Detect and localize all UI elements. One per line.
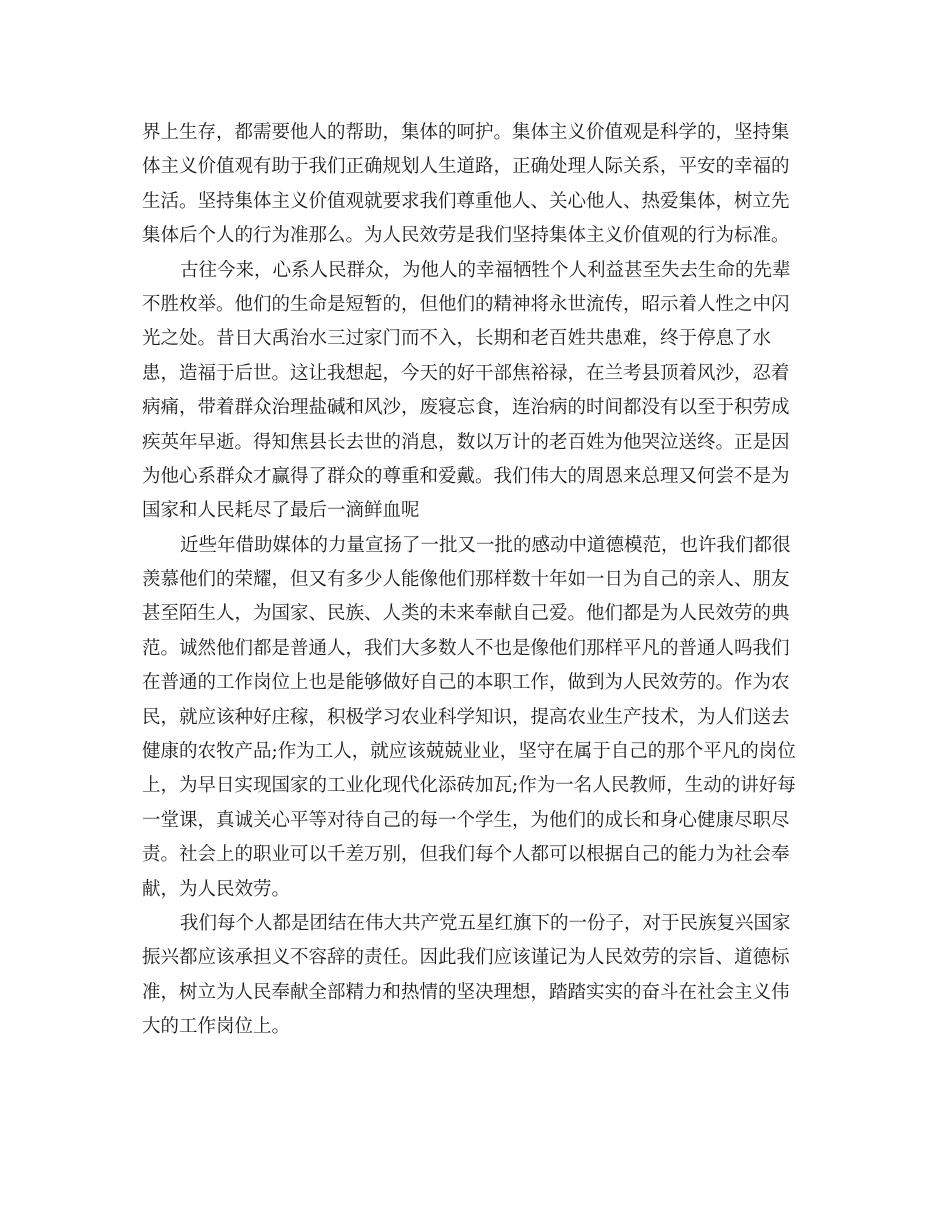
paragraph-2-line-6: 疾英年早逝。得知焦县长去世的消息，数以万计的老百姓为他哭泣送终。正是因	[142, 431, 790, 453]
paragraph-3-line-1: 近些年借助媒体的力量宣扬了一批又一批的感动中道德模范，也许我们都很	[180, 534, 791, 556]
document-body	[142, 116, 812, 1045]
paragraph-2-line-3: 光之处。昔日大禹治水三过家门而不入，长期和老百姓共患难，终于停息了水	[142, 328, 772, 350]
paragraph-2-line-2: 不胜枚举。他们的生命是短暂的，但他们的精神将永世流传，昭示着人性之中闪	[142, 293, 790, 315]
paragraph-3-line-8: 上，为早日实现国家的工业化现代化添砖加瓦;作为一名人民教师，生动的讲好每	[142, 775, 796, 797]
paragraph-3-line-5: 在普通的工作岗位上也是能够做好自己的本职工作，做到为人民效劳的。作为农	[142, 672, 790, 694]
paragraph-3-line-4: 范。诚然他们都是普通人，我们大多数人不也是像他们那样平凡的普通人吗我们	[142, 637, 790, 659]
paragraph-2-line-4: 患，造福于后世。这让我想起，今天的好干部焦裕禄，在兰考县顶着风沙，忍着	[142, 362, 790, 384]
paragraph-1-line-1: 界上生存，都需要他人的帮助，集体的呵护。集体主义价值观是科学的，坚持集	[142, 122, 790, 143]
paragraph-3-line-7: 健康的农牧产品;作为工人，就应该兢兢业业，坚守在属于自己的那个平凡的岗位	[142, 741, 796, 763]
paragraph-4-line-1: 我们每个人都是团结在伟大共产党五星红旗下的一份子，对于民族复兴国家	[180, 912, 791, 934]
paragraph-4-line-2: 振兴都应该承担义不容辞的责任。因此我们应该谨记为人民效劳的宗旨、道德标	[142, 947, 790, 969]
paragraph-1-line-3: 生活。坚持集体主义价值观就要求我们尊重他人、关心他人、热爱集体，树立先	[142, 190, 790, 212]
paragraph-4-line-3: 准，树立为人民奉献全部精力和热情的坚决理想，踏踏实实的奋斗在社会主义伟	[142, 981, 790, 1003]
paragraph-3-line-9: 一堂课，真诚关心平等对待自己的每一个学生，为他们的成长和身心健康尽职尽	[142, 809, 790, 831]
paragraph-2-line-8: 国家和人民耗尽了最后一滴鲜血呢	[142, 500, 420, 522]
paragraph-3-line-6: 民，就应该种好庄稼，积极学习农业科学知识，提高农业生产技术，为人们送去	[142, 706, 790, 728]
paragraph-2-line-1: 古往今来，心系人民群众，为他人的幸福牺牲个人利益甚至失去生命的先辈	[180, 259, 791, 281]
paragraph-3-line-3: 甚至陌生人，为国家、民族、人类的未来奉献自己爱。他们都是为人民效劳的典	[142, 603, 790, 625]
paragraph-1-line-4: 集体后个人的行为准那么。为人民效劳是我们坚持集体主义价值观的行为标准。	[142, 225, 790, 247]
paragraph-3-line-11: 献，为人民效劳。	[142, 878, 291, 900]
paragraph-2-line-7: 为他心系群众才赢得了群众的尊重和爱戴。我们伟大的周恩来总理又何尝不是为	[142, 465, 790, 487]
paragraph-4-line-4: 大的工作岗位上。	[142, 1016, 291, 1038]
paragraph-3-line-10: 责。社会上的职业可以千差万别，但我们每个人都可以根据自己的能力为社会奉	[142, 844, 790, 866]
paragraph-3-line-2: 羡慕他们的荣耀，但又有多少人能像他们那样数十年如一日为自己的亲人、朋友	[142, 569, 790, 591]
paragraph-2-line-5: 病痛，带着群众治理盐碱和风沙，废寝忘食，连治病的时间都没有以至于积劳成	[142, 397, 790, 419]
paragraph-1-line-2: 体主义价值观有助于我们正确规划人生道路，正确处理人际关系，平安的幸福的	[142, 156, 790, 178]
